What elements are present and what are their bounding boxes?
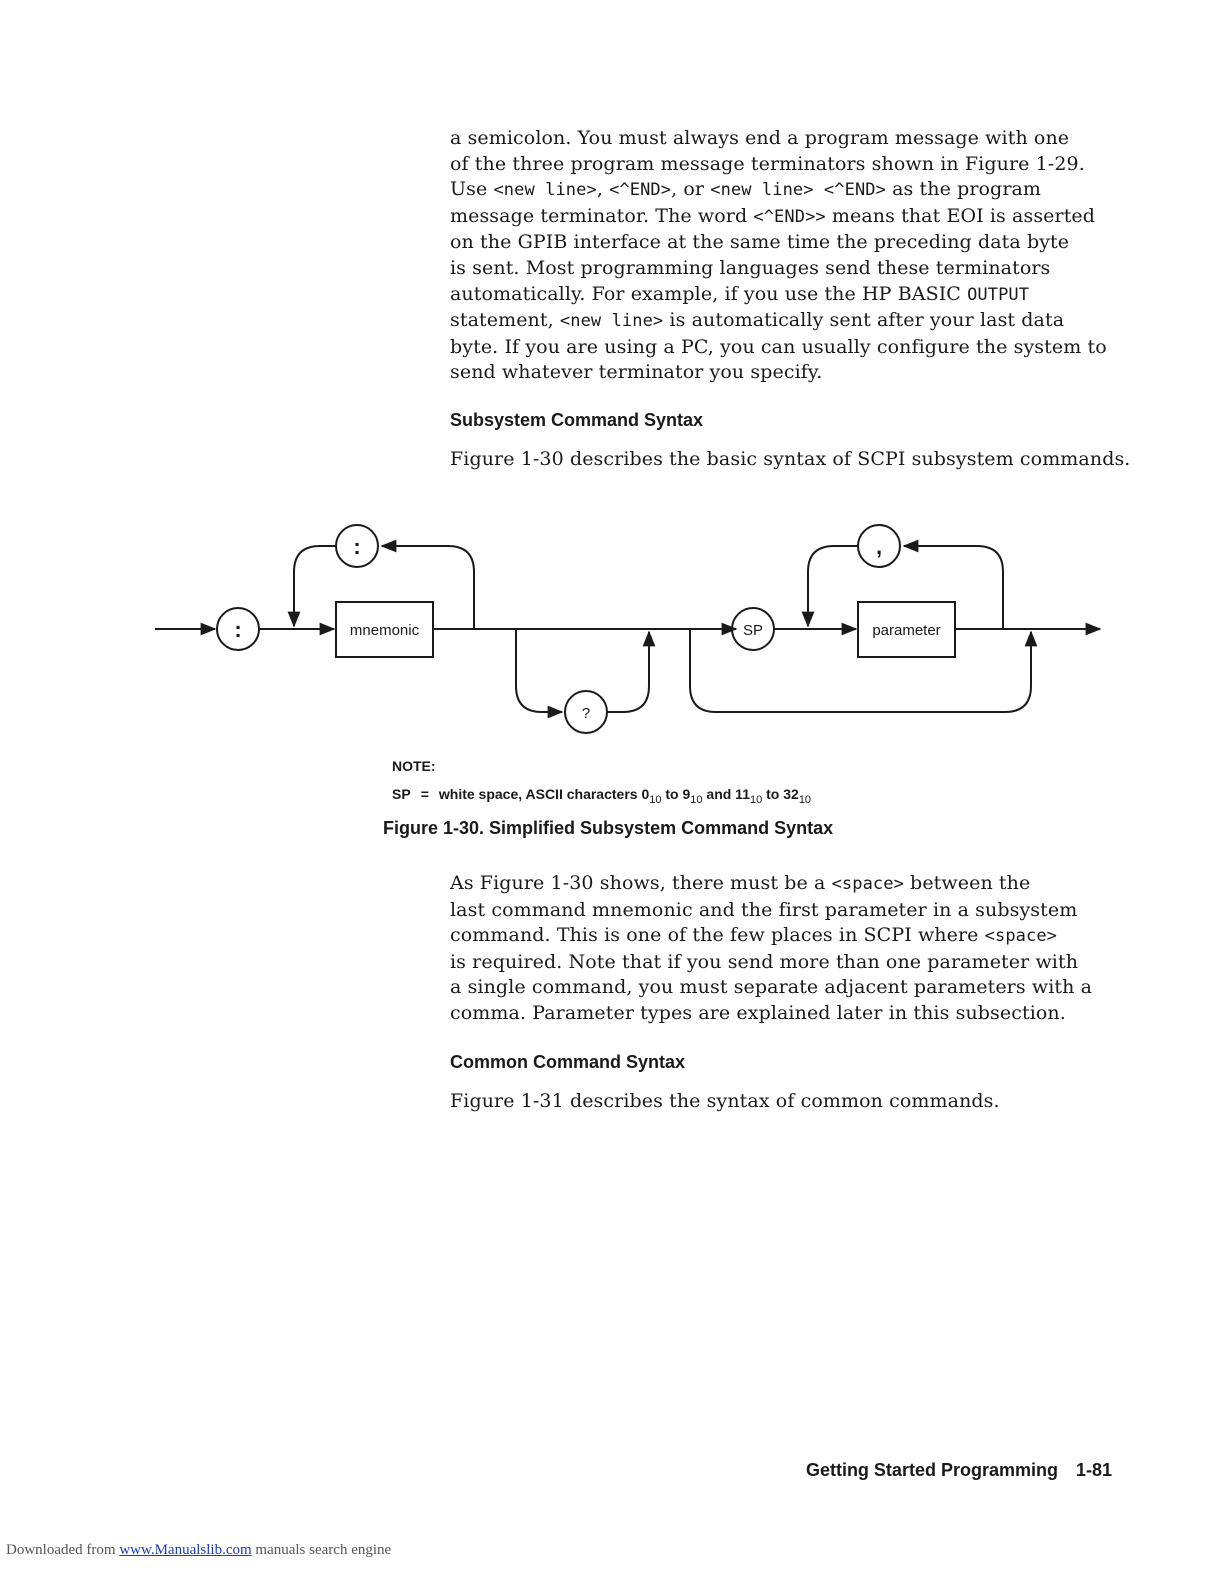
subscript: 10 bbox=[749, 794, 763, 806]
subscript: 10 bbox=[649, 794, 662, 806]
note-text-part: and 11 bbox=[702, 786, 750, 802]
parameter-label: parameter bbox=[872, 622, 941, 639]
comma-loop-path bbox=[904, 546, 1003, 629]
text-line: on the GPIB interface at the same time the preceding data byte bbox=[450, 231, 1070, 254]
code-end: <^END>> bbox=[753, 206, 826, 227]
text-span: As Figure 1-30 shows, there must be a bbox=[450, 872, 832, 894]
text-line: of the three program message terminators shown in Figure 1-29. bbox=[450, 152, 1085, 175]
text-line: last command mnemonic and the first parameter in a subsystem bbox=[450, 898, 1078, 921]
text-line: Figure 1-31 describes the syntax of common commands. bbox=[450, 1090, 1000, 1112]
download-prefix: Downloaded from bbox=[6, 1542, 120, 1558]
text-span: between the bbox=[903, 872, 1031, 894]
query-loop-path bbox=[516, 629, 562, 712]
section-heading-subsystem: Subsystem Command Syntax bbox=[450, 410, 704, 430]
figure-caption: Figure 1-30. Simplified Subsystem Command Syntax bbox=[383, 818, 834, 838]
download-suffix: manuals search engine bbox=[251, 1542, 392, 1558]
text-span: means that EOI is asserted bbox=[825, 204, 1096, 227]
text-line bbox=[450, 923, 1130, 950]
mnemonic-label: mnemonic bbox=[349, 622, 420, 639]
text-span: Use bbox=[450, 178, 494, 201]
colon-loop-label: : bbox=[353, 534, 361, 559]
text-span: , bbox=[596, 178, 610, 201]
footer-section-title: Getting Started Programming bbox=[805, 1460, 1058, 1480]
bypass-loop-path bbox=[690, 629, 1031, 712]
text-line: a single command, you must separate adjacent parameters with a bbox=[450, 976, 1093, 999]
colon-loop-path bbox=[382, 546, 474, 629]
code-new-line: <new line> bbox=[493, 180, 597, 201]
text-line: comma. Parameter types are explained later in this subsection. bbox=[450, 1001, 1066, 1024]
note-text-part: white space, ASCII characters 0 bbox=[438, 786, 650, 802]
text-line: is sent. Most programming languages send these terminators bbox=[450, 256, 1051, 279]
note-eq: = bbox=[420, 786, 429, 802]
note-text bbox=[392, 786, 811, 806]
text-span: is automatically sent after your last data bbox=[663, 309, 1065, 332]
note-label: NOTE: bbox=[392, 758, 436, 774]
query-label: ? bbox=[581, 705, 591, 722]
text-span: message terminator. The word bbox=[450, 204, 754, 227]
text-span: automatically. For example, if you use the HP BASIC bbox=[450, 282, 968, 305]
code-end: <^END> bbox=[609, 180, 672, 201]
colon-lead-label: : bbox=[234, 617, 242, 642]
text-span: statement, bbox=[450, 309, 560, 332]
sp-label: SP bbox=[742, 622, 764, 639]
code-space: <space> bbox=[984, 926, 1058, 947]
text-line bbox=[450, 871, 1130, 898]
text-span: as the program bbox=[885, 178, 1042, 201]
text-line: a semicolon. You must always end a program message with one bbox=[450, 127, 1070, 149]
page-number: 1-81 bbox=[1075, 1460, 1112, 1480]
space-paragraph bbox=[450, 871, 1130, 1027]
colon-loop-path bbox=[294, 546, 336, 626]
comma-loop-path bbox=[808, 546, 858, 626]
note-text-part: to 9 bbox=[661, 786, 691, 802]
comma-label: , bbox=[875, 534, 883, 559]
page-footer bbox=[806, 1460, 1112, 1481]
text-line: Figure 1-30 describes the basic syntax of SCPI subsystem commands. bbox=[450, 448, 1131, 470]
code-new-line: <new line> bbox=[559, 311, 664, 332]
text-span: , or bbox=[671, 178, 711, 201]
section-heading-common: Common Command Syntax bbox=[450, 1052, 686, 1072]
note-text-part: to 32 bbox=[762, 786, 799, 802]
text-line: byte. If you are using a PC, you can usually configure the system to bbox=[450, 335, 1107, 358]
text-line: is required. Note that if you send more than one parameter with bbox=[450, 950, 1079, 973]
common-intro bbox=[450, 1089, 1130, 1115]
text-line: send whatever terminator you specify. bbox=[450, 361, 823, 384]
code-new-line-end: <new line> <^END> bbox=[710, 180, 886, 201]
query-loop-path bbox=[607, 632, 649, 712]
subscript: 10 bbox=[798, 794, 812, 806]
manualslib-link[interactable]: www.Manualslib.com bbox=[119, 1542, 252, 1558]
download-note bbox=[6, 1542, 391, 1559]
text-span: command. This is one of the few places in SCPI where bbox=[450, 924, 985, 947]
syntax-diagram bbox=[0, 0, 1224, 760]
note-sp: SP bbox=[392, 786, 411, 802]
code-space: <space> bbox=[831, 874, 904, 894]
subscript: 10 bbox=[690, 794, 703, 806]
code-output: OUTPUT bbox=[967, 284, 1030, 305]
